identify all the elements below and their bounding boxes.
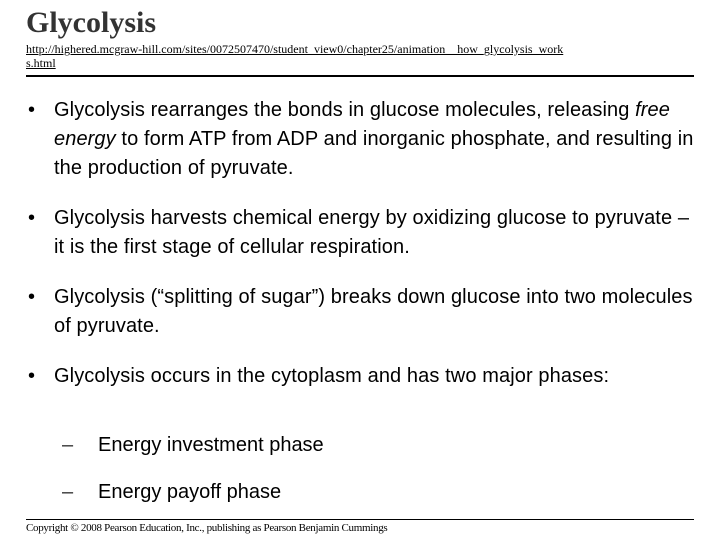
bullet-item bbox=[28, 362, 698, 391]
emphasis-text: free energy bbox=[54, 99, 671, 150]
copyright-footer: Copyright © 2008 Pearson Education, Inc., publishing as Pearson Benjamin Cummings bbox=[26, 522, 388, 534]
bullet-item bbox=[28, 204, 698, 262]
bullet-icon: • bbox=[28, 99, 36, 121]
bullet-icon: • bbox=[28, 207, 36, 229]
bullet-text: Glycolysis (“splitting of sugar”) breaks down glucose into two molecules of pyruvate. bbox=[54, 286, 693, 337]
bullet-text: Glycolysis occurs in the cytoplasm and has two major phases: bbox=[54, 365, 610, 387]
sub-bullet-text: Energy payoff phase bbox=[98, 481, 282, 503]
animation-link[interactable]: http://highered.mcgraw-hill.com/sites/0072507470/student_view0/chapter25/animation__how_glycolysis_works.html bbox=[26, 42, 564, 70]
bullet-item bbox=[28, 96, 698, 183]
bullet-icon: • bbox=[28, 286, 36, 308]
footer-divider bbox=[26, 519, 694, 520]
bullet-icon: • bbox=[28, 365, 36, 387]
sub-bullet-item bbox=[62, 478, 281, 507]
bullet-list bbox=[28, 96, 698, 412]
dash-icon: – bbox=[62, 481, 74, 503]
header-divider bbox=[26, 75, 694, 77]
sub-bullet-item bbox=[62, 431, 324, 460]
bullet-text: Glycolysis harvests chemical energy by oxidizing glucose to pyruvate – it is the first stage of cellular respiration. bbox=[54, 207, 690, 258]
bullet-text: Glycolysis rearranges the bonds in glucose molecules, releasing free energy to form ATP from ADP and inorganic phosphate, and resulting in the production of pyruvate. bbox=[54, 99, 694, 179]
bullet-item bbox=[28, 283, 698, 341]
slide-title: Glycolysis bbox=[26, 6, 157, 39]
dash-icon: – bbox=[62, 434, 74, 456]
sub-bullet-text: Energy investment phase bbox=[98, 434, 324, 456]
